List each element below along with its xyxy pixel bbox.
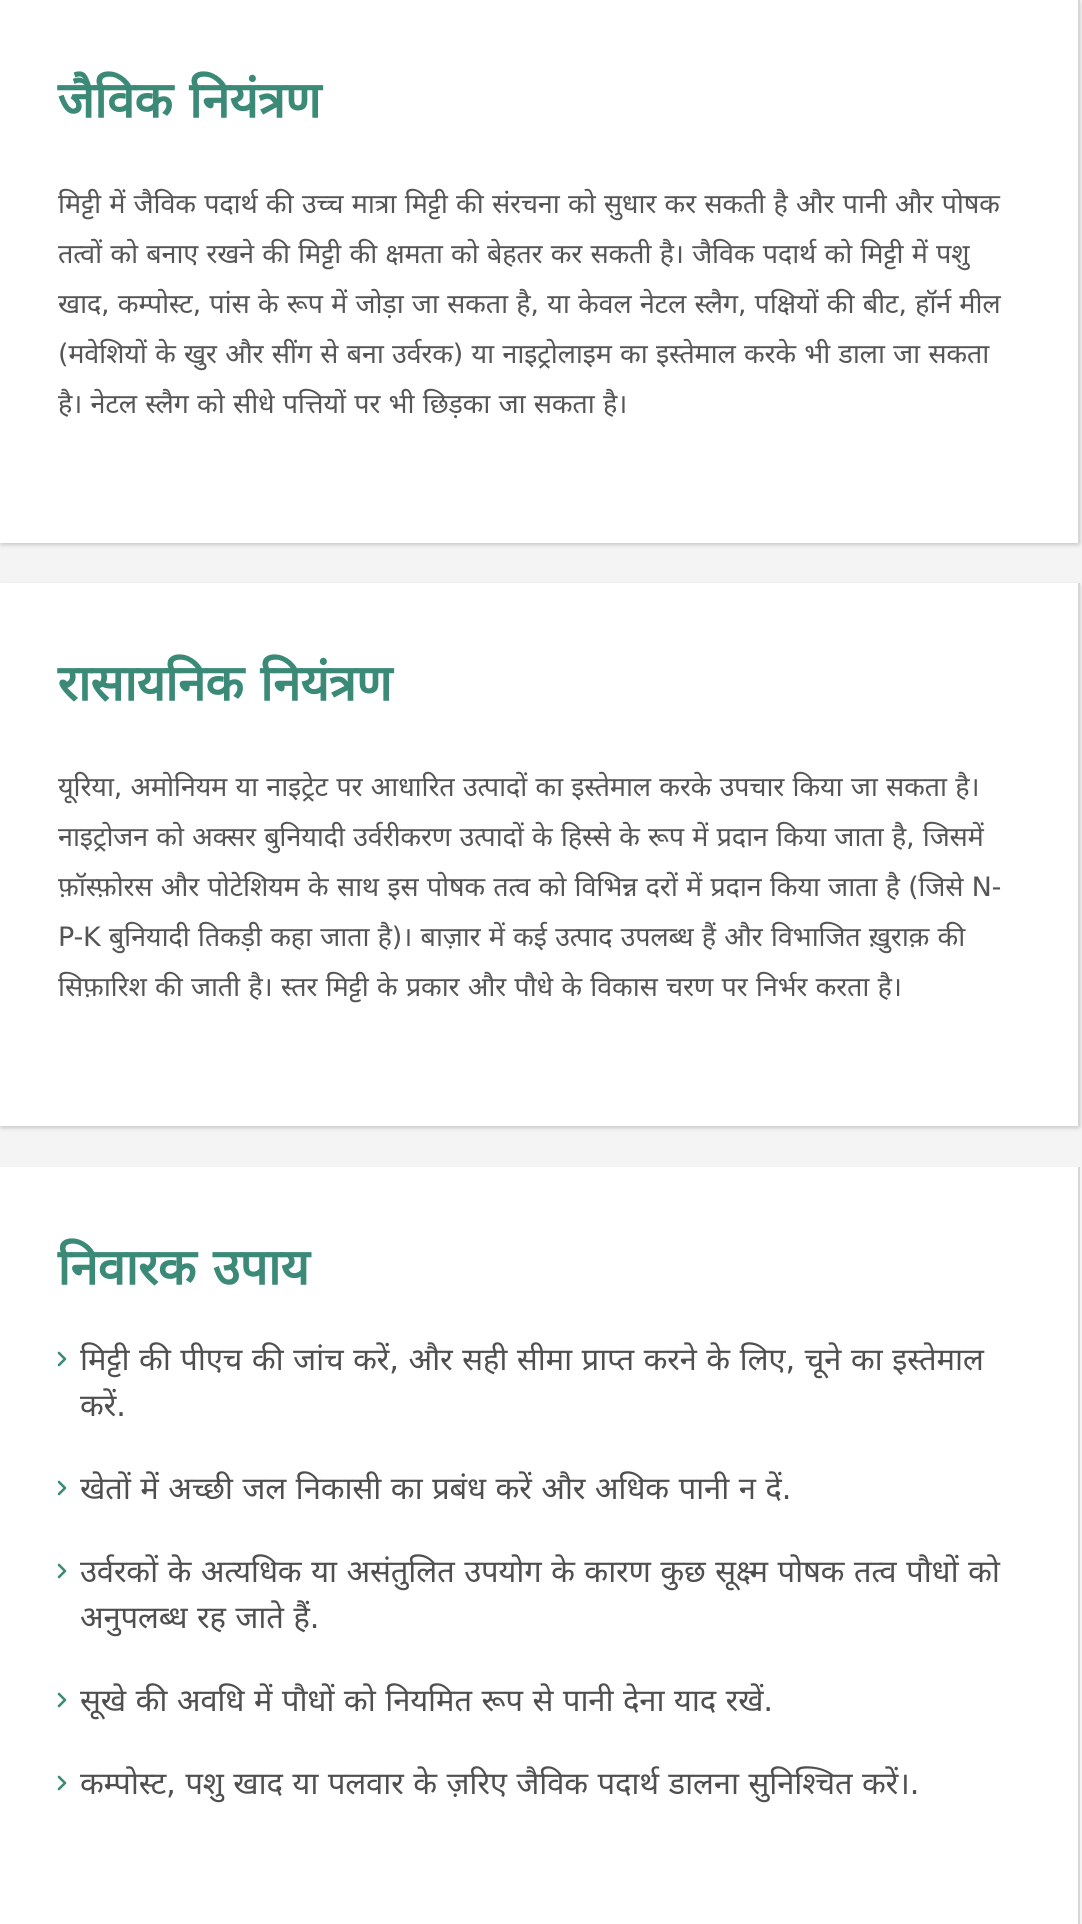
list-item: [58, 1549, 1020, 1641]
biological-control-card: [0, 0, 1080, 543]
chevron-right-icon: [54, 1770, 72, 1796]
preventive-measures-title: निवारक उपाय: [58, 1238, 310, 1296]
biological-control-title: जैविक नियंत्रण: [58, 71, 322, 129]
list-item-text: खेतों में अच्छी जल निकासी का प्रबंध करें और अधिक पानी न दें.: [80, 1471, 792, 1507]
list-item-text: उर्वरकों के अत्यधिक या असंतुलित उपयोग के कारण कुछ सूक्ष्म पोषक तत्व पौधों को अनुपलब्ध रह जाते हैं.: [80, 1554, 1000, 1636]
list-item: [58, 1337, 1020, 1429]
preventive-measures-card: [0, 1167, 1080, 1924]
list-item: [58, 1761, 1020, 1807]
list-item: [58, 1678, 1020, 1724]
list-item-text: कम्पोस्ट, पशु खाद या पलवार के ज़रिए जैविक पदार्थ डालना सुनिश्चित करें।.: [80, 1766, 920, 1802]
chevron-right-icon: [54, 1346, 72, 1372]
chemical-control-card: [0, 583, 1080, 1126]
chevron-right-icon: [54, 1687, 72, 1713]
list-item: [58, 1466, 1020, 1512]
preventive-measures-list: [58, 1337, 1020, 1807]
list-item-text: सूखे की अवधि में पौधों को नियमित रूप से पानी देना याद रखें.: [80, 1683, 773, 1719]
biological-control-text: मिट्टी में जैविक पदार्थ की उच्च मात्रा मिट्टी की संरचना को सुधार कर सकती है और पानी और पोषक तत्वों को बनाए रखने की मिट्टी की क्षमता को बेहतर कर सकती है। जैविक पदार्थ को मिट्टी में पशु खाद, कम्पोस्ट, पांस के रूप में जोड़ा जा सकता है, या केवल नेटल स्लैग, पक्षियों की बीट, हॉर्न मील (मवेशियों के खुर और सींग से बना उर्वरक) या नाइट्रोलाइम का इस्तेमाल करके भी डाला जा सकता है। नेटल स्लैग को सीधे पत्तियों पर भी छिड़का जा सकता है।: [58, 189, 1001, 420]
chemical-control-title: रासायनिक नियंत्रण: [58, 654, 393, 712]
chevron-right-icon: [54, 1558, 72, 1584]
list-item-text: मिट्टी की पीएच की जांच करें, और सही सीमा प्राप्त करने के लिए, चूने का इस्तेमाल करें.: [80, 1342, 984, 1424]
chemical-control-text: यूरिया, अमोनियम या नाइट्रेट पर आधारित उत्पादों का इस्तेमाल करके उपचार किया जा सकता है। नाइट्रोजन को अक्सर बुनियादी उर्वरीकरण उत्पादों के हिस्से के रूप में प्रदान किया जाता है, जिसमें फ़ॉस्फ़ोरस और पोटेशियम के साथ इस पोषक तत्व को विभिन्न दरों में प्रदान किया जाता है (जिसे N-P-K बुनियादी तिकड़ी कहा जाता है)। बाज़ार में कई उत्पाद उपलब्ध हैं और विभाजित ख़ुराक़ की सिफ़ारिश की जाती है। स्तर मिट्टी के प्रकार और पौधे के विकास चरण पर निर्भर करता है।: [58, 772, 1002, 1003]
chevron-right-icon: [54, 1475, 72, 1501]
